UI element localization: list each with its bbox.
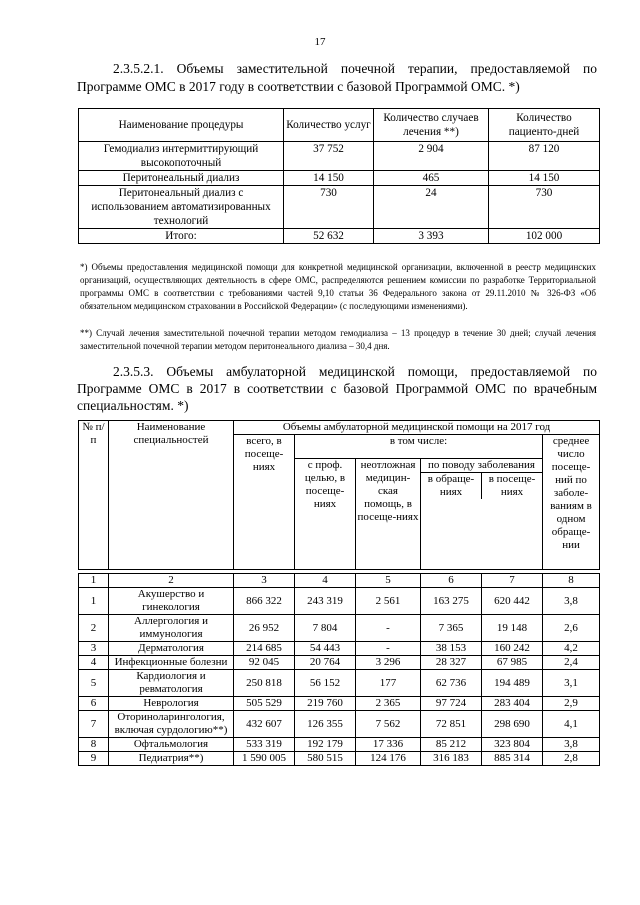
value-cell: 7 365: [421, 615, 482, 642]
value-cell: 14 150: [489, 171, 600, 186]
ambulatory-table: [78, 420, 600, 766]
table-row: [79, 738, 600, 752]
value-cell: 72 851: [421, 711, 482, 738]
column-header-number: № п/п: [79, 421, 109, 570]
value-cell: 730: [489, 186, 600, 229]
procedure-name-cell: Итого:: [79, 229, 284, 244]
value-cell: 243 319: [295, 588, 356, 615]
table-row: [79, 615, 600, 642]
row-number-cell: 7: [79, 711, 109, 738]
column-header: Наименование процедуры: [79, 109, 284, 142]
column-header-total: всего, в посеще-ниях: [234, 435, 295, 570]
specialty-name-cell: Оториноларингология, включая сурдологию**): [109, 711, 234, 738]
value-cell: 24: [374, 186, 489, 229]
table-row: [79, 171, 600, 186]
value-cell: 67 985: [482, 656, 543, 670]
value-cell: 2,8: [543, 752, 600, 766]
specialty-name-cell: Акушерство и гинекология: [109, 588, 234, 615]
value-cell: 7 804: [295, 615, 356, 642]
value-cell: 54 443: [295, 642, 356, 656]
value-cell: 3,8: [543, 588, 600, 615]
column-number-cell: 4: [295, 574, 356, 588]
procedure-name-cell: Перитонеальный диализ с использованием автоматизированных технологий: [79, 186, 284, 229]
footnote-2: **) Случай лечения заместительной почечной терапии методом гемодиализа – 13 процедур в течение 30 дней; случай лечения заместительной почечной терапии методом перитонеального диализа – 30,4 дня.: [80, 328, 596, 351]
column-header-including: в том числе:: [295, 435, 543, 459]
value-cell: 62 736: [421, 670, 482, 697]
row-number-cell: 1: [79, 588, 109, 615]
column-number-cell: 7: [482, 574, 543, 588]
value-cell: 17 336: [356, 738, 421, 752]
value-cell: 3 393: [374, 229, 489, 244]
value-cell: 2,6: [543, 615, 600, 642]
value-cell: 432 607: [234, 711, 295, 738]
column-number-cell: 1: [79, 574, 109, 588]
value-cell: 298 690: [482, 711, 543, 738]
row-number-cell: 9: [79, 752, 109, 766]
value-cell: 2 561: [356, 588, 421, 615]
value-cell: 323 804: [482, 738, 543, 752]
column-header-emergency: неотложная медицин-ская помощь, в посеще-ниях: [356, 458, 421, 569]
value-cell: 2,9: [543, 697, 600, 711]
value-cell: 316 183: [421, 752, 482, 766]
value-cell: 3,1: [543, 670, 600, 697]
value-cell: -: [356, 615, 421, 642]
specialty-name-cell: Аллергология и иммунология: [109, 615, 234, 642]
column-number-cell: 8: [543, 574, 600, 588]
value-cell: 177: [356, 670, 421, 697]
value-cell: 124 176: [356, 752, 421, 766]
value-cell: -: [356, 642, 421, 656]
value-cell: 250 818: [234, 670, 295, 697]
column-header-prophylactic: с проф. целью, в посеще-ниях: [295, 458, 356, 569]
value-cell: 192 179: [295, 738, 356, 752]
row-number-cell: 2: [79, 615, 109, 642]
value-cell: 126 355: [295, 711, 356, 738]
specialty-name-cell: Педиатрия**): [109, 752, 234, 766]
value-cell: 92 045: [234, 656, 295, 670]
value-cell: 3,8: [543, 738, 600, 752]
table-row: [79, 642, 600, 656]
column-header: Количество случаев лечения **): [374, 109, 489, 142]
page-number: 17: [314, 36, 326, 48]
table-row: [79, 186, 600, 229]
table-row: [79, 670, 600, 697]
column-number-cell: 5: [356, 574, 421, 588]
value-cell: 2,4: [543, 656, 600, 670]
value-cell: 866 322: [234, 588, 295, 615]
specialty-name-cell: Неврология: [109, 697, 234, 711]
specialty-name-cell: Дерматология: [109, 642, 234, 656]
column-header-visits: в посеще-ниях: [488, 472, 536, 498]
column-number-row: [79, 574, 600, 588]
value-cell: 580 515: [295, 752, 356, 766]
value-cell: 1 590 005: [234, 752, 295, 766]
value-cell: 102 000: [489, 229, 600, 244]
row-number-cell: 4: [79, 656, 109, 670]
table-row: [79, 656, 600, 670]
column-header-disease: по поводу заболевания в обраще-ниях в посеще-ниях: [421, 458, 543, 569]
column-group-header: Объемы амбулаторной медицинской помощи на 2017 год: [234, 421, 600, 435]
value-cell: 4,1: [543, 711, 600, 738]
section-heading-hemodialysis: 2.3.5.2.1. Объемы заместительной почечной терапии, предоставляемой по Программе ОМС в 2017 году в соответствии с базовой Программой ОМС. *): [77, 61, 597, 94]
value-cell: 26 952: [234, 615, 295, 642]
value-cell: 730: [284, 186, 374, 229]
table-row: [79, 697, 600, 711]
column-header-specialty: Наименование специальностей: [109, 421, 234, 570]
value-cell: 214 685: [234, 642, 295, 656]
value-cell: 2 365: [356, 697, 421, 711]
table-row: [79, 588, 600, 615]
section-heading-ambulatory: 2.3.5.3. Объемы амбулаторной медицинской помощи, предоставляемой по Программе ОМС в 2017 в соответствии с базовой Программой ОМС по врачебным специальностям. *): [77, 364, 597, 413]
specialty-name-cell: Кардиология и ревматология: [109, 670, 234, 697]
footnote-1: *) Объемы предоставления медицинской помощи для конкретной медицинской организации, включенной в реестр медицинских организаций, осуществляющих деятельность в сфере ОМС, распределяются решением комиссии по разработке Территориальной программы ОМС в соответствии с требованиями частей 9,10 статьи 36 Федерального закона от 29.11.2010 № 326-ФЗ «Об обязательном медицинском страховании в Российской Федерации» (с последующими изменениями).: [80, 262, 596, 311]
value-cell: 2 904: [374, 142, 489, 171]
specialty-name-cell: Офтальмология: [109, 738, 234, 752]
column-header-appeals: в обраще-ниях: [421, 473, 482, 499]
value-cell: 20 764: [295, 656, 356, 670]
table-row: [79, 711, 600, 738]
value-cell: 7 562: [356, 711, 421, 738]
row-number-cell: 6: [79, 697, 109, 711]
value-cell: 160 242: [482, 642, 543, 656]
value-cell: 87 120: [489, 142, 600, 171]
value-cell: 465: [374, 171, 489, 186]
value-cell: 194 489: [482, 670, 543, 697]
procedure-name-cell: Перитонеальный диализ: [79, 171, 284, 186]
value-cell: 38 153: [421, 642, 482, 656]
specialty-name-cell: Инфекционные болезни: [109, 656, 234, 670]
row-number-cell: 8: [79, 738, 109, 752]
value-cell: 533 319: [234, 738, 295, 752]
value-cell: 3 296: [356, 656, 421, 670]
value-cell: 52 632: [284, 229, 374, 244]
value-cell: 163 275: [421, 588, 482, 615]
procedure-name-cell: Гемодиализ интермиттирующий высокопоточный: [79, 142, 284, 171]
column-header: Количество услуг: [284, 109, 374, 142]
row-number-cell: 5: [79, 670, 109, 697]
column-number-cell: 2: [109, 574, 234, 588]
value-cell: 505 529: [234, 697, 295, 711]
value-cell: 885 314: [482, 752, 543, 766]
value-cell: 28 327: [421, 656, 482, 670]
value-cell: 37 752: [284, 142, 374, 171]
value-cell: 19 148: [482, 615, 543, 642]
column-number-cell: 6: [421, 574, 482, 588]
column-number-cell: 3: [234, 574, 295, 588]
table-row: [79, 752, 600, 766]
value-cell: 620 442: [482, 588, 543, 615]
table-row: [79, 142, 600, 171]
value-cell: 219 760: [295, 697, 356, 711]
row-number-cell: 3: [79, 642, 109, 656]
column-header: Количество пациенто-дней: [489, 109, 600, 142]
value-cell: 56 152: [295, 670, 356, 697]
value-cell: 4,2: [543, 642, 600, 656]
table-row: [79, 229, 600, 244]
value-cell: 97 724: [421, 697, 482, 711]
table-header-row: [79, 109, 600, 142]
value-cell: 85 212: [421, 738, 482, 752]
value-cell: 14 150: [284, 171, 374, 186]
hemodialysis-table: [78, 108, 600, 244]
column-header-average: среднее число посеще-ний по заболе-ваниям в одном обраще-нии: [543, 435, 600, 570]
value-cell: 283 404: [482, 697, 543, 711]
